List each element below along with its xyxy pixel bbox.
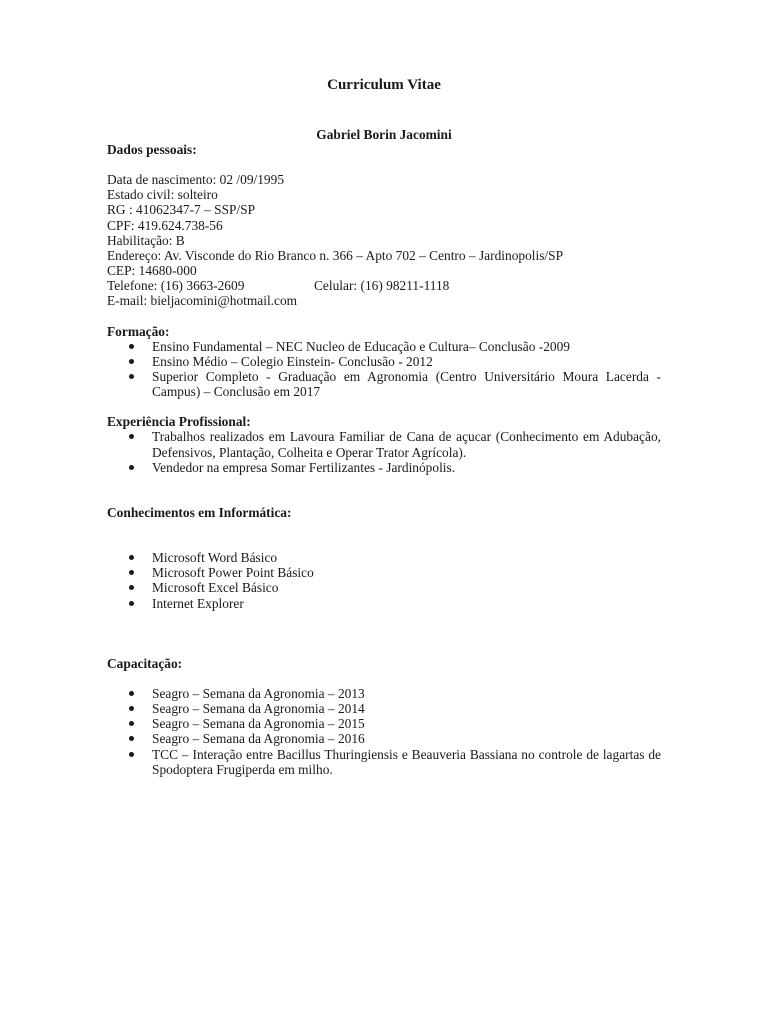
list-item-text: Vendedor na empresa Somar Fertilizantes - Jardinópolis. [152, 459, 456, 475]
list-item [107, 686, 661, 701]
section-heading-personal: Dados pessoais: [107, 142, 197, 157]
civil-status: Estado civil: solteiro [107, 187, 218, 203]
list-item-text: Trabalhos realizados em Lavoura Familiar de Cana de açucar (Conhecimento em Adubação, Defensivos, Plantação, Colheita e Operar Trator Agrícola). [152, 429, 661, 460]
email: E-mail: bieljacomini@hotmail.com [107, 293, 298, 309]
list-item [107, 339, 661, 354]
bullet-icon [129, 736, 134, 741]
list-item [107, 596, 661, 611]
bullet-icon [129, 434, 134, 439]
list-item-text: Internet Explorer [152, 595, 244, 611]
bullet-icon [129, 601, 134, 606]
list-item-text: Microsoft Excel Básico [152, 580, 279, 596]
training-list [107, 686, 661, 777]
list-item [107, 747, 661, 777]
driver-license: Habilitação: B [107, 232, 185, 248]
section-heading-experience: Experiência Profissional: [107, 414, 251, 430]
bullet-icon [129, 585, 134, 590]
spacer [107, 611, 661, 656]
resume-content [107, 76, 661, 777]
postal-code: CEP: 14680-000 [107, 263, 197, 279]
list-item [107, 716, 661, 731]
phone-row [107, 278, 661, 293]
bullet-icon [129, 721, 134, 726]
spacer [107, 671, 661, 686]
list-item [107, 731, 661, 746]
list-item [107, 460, 661, 475]
bullet-icon [129, 359, 134, 364]
education-list [107, 339, 661, 400]
list-item-text: Ensino Médio – Colegio Einstein- Conclusão - 2012 [152, 353, 433, 369]
list-item [107, 429, 661, 459]
list-item-text: Microsoft Power Point Básico [152, 565, 314, 581]
bullet-icon [129, 570, 134, 575]
list-item-text: Microsoft Word Básico [152, 550, 278, 566]
list-item-text: Seagro – Semana da Agronomia – 2014 [152, 701, 365, 717]
list-item-text: Superior Completo - Graduação em Agronomia (Centro Universitário Moura Lacerda - Campus) – Conclusão em 2017 [152, 369, 661, 400]
spacer [107, 309, 661, 324]
list-item-text: Ensino Fundamental – NEC Nucleo de Educação e Cultura– Conclusão -2009 [152, 338, 570, 354]
list-item [107, 701, 661, 716]
list-item-text: Seagro – Semana da Agronomia – 2013 [152, 685, 365, 701]
candidate-name: Gabriel Borin Jacomini [316, 127, 452, 142]
document-title: Curriculum Vitae [327, 77, 441, 93]
computing-list [107, 550, 661, 611]
birth-date: Data de nascimento: 02 /09/1995 [107, 172, 285, 187]
list-item-text: Seagro – Semana da Agronomia – 2016 [152, 731, 365, 747]
list-item [107, 354, 661, 369]
spacer [107, 157, 661, 172]
list-item [107, 369, 661, 399]
section-heading-training: Capacitação: [107, 655, 183, 671]
bullet-icon [129, 691, 134, 696]
bullet-icon [129, 374, 134, 379]
spacer [107, 520, 661, 550]
bullet-icon [129, 465, 134, 470]
rg-number: RG : 41062347-7 – SSP/SP [107, 202, 256, 218]
bullet-icon [129, 706, 134, 711]
spacer [107, 475, 661, 505]
section-heading-education: Formação: [107, 323, 170, 339]
list-item [107, 565, 661, 580]
experience-list [107, 429, 661, 475]
bullet-icon [129, 344, 134, 349]
telephone: Telefone: (16) 3663-2609 [107, 278, 245, 294]
cpf-number: CPF: 419.624.738-56 [107, 217, 223, 233]
spacer [107, 399, 661, 414]
address: Endereço: Av. Visconde do Rio Branco n. 366 – Apto 702 – Centro – Jardinopolis/SP [107, 248, 564, 264]
list-item-text: TCC – Interação entre Bacillus Thuringiensis e Beauveria Bassiana no controle de lagartas de Spodoptera Frugiperda em milho. [152, 746, 661, 777]
bullet-icon [129, 752, 134, 757]
list-item-text: Seagro – Semana da Agronomia – 2015 [152, 716, 365, 732]
mobile-phone: Celular: (16) 98211-1118 [314, 278, 450, 294]
list-item [107, 580, 661, 595]
section-heading-computing: Conhecimentos em Informática: [107, 505, 292, 521]
list-item [107, 550, 661, 565]
bullet-icon [129, 555, 134, 560]
